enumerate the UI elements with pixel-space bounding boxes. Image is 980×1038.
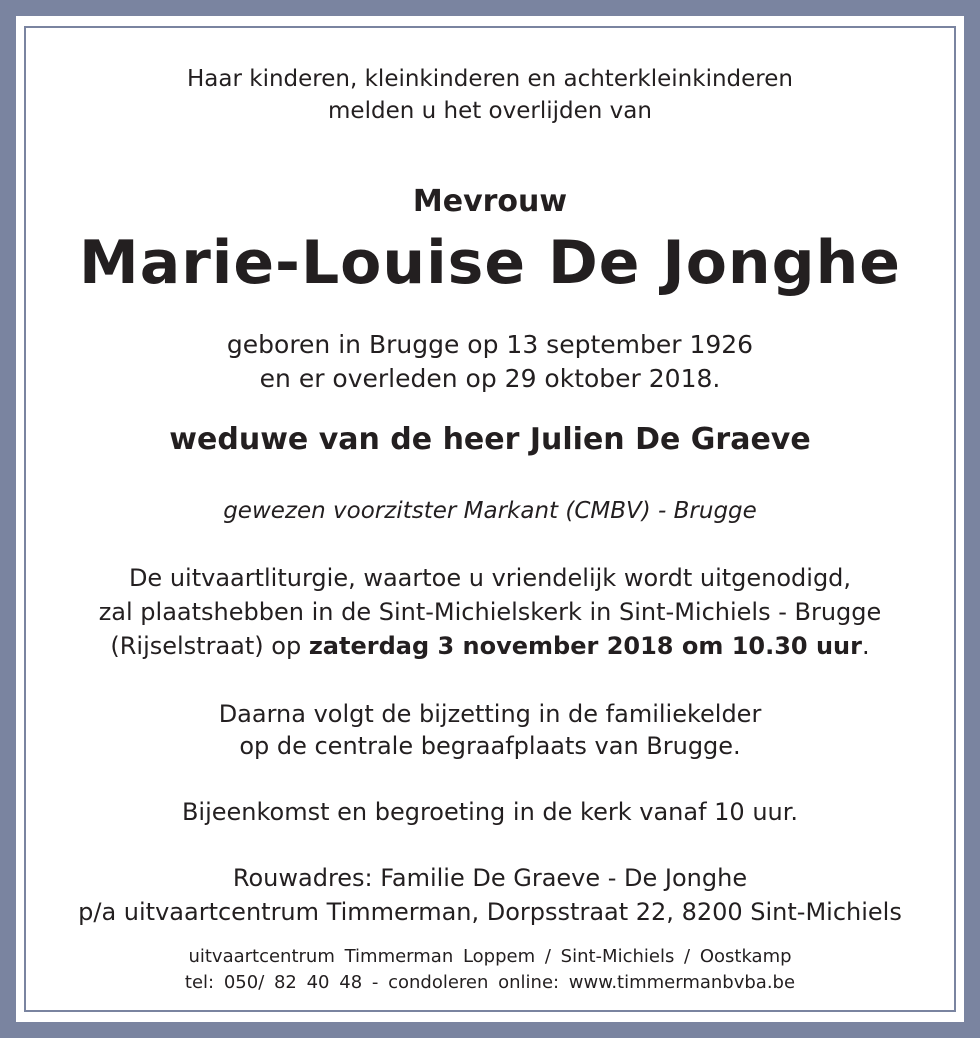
liturgy-line-1: De uitvaartliturgie, waartoe u vriendelijk wordt uitgenodigd, (128, 564, 852, 592)
widow-of: weduwe van de heer Julien De Graeve (169, 422, 811, 457)
address-line-2: p/a uitvaartcentrum Timmerman, Dorpsstraat 22, 8200 Sint-Michiels (78, 898, 902, 926)
liturgy-prefix: (Rijselstraat) op (110, 632, 309, 660)
address-line-1: Rouwadres: Familie De Graeve - De Jonghe (232, 864, 748, 892)
footer-line-1: uitvaartcentrum Timmerman Loppem / Sint-Michiels / Oostkamp (188, 946, 792, 967)
deceased-name: Marie-Louise De Jonghe (79, 228, 901, 298)
deceased-title: Mevrouw (412, 184, 568, 219)
intro-line-2: melden u het overlijden van (328, 98, 652, 124)
footer-line-2: tel: 050/ 82 40 48 - condoleren online: www.timmermanbvba.be (184, 972, 796, 993)
intro-line-1: Haar kinderen, kleinkinderen en achterkleinkinderen (187, 66, 793, 92)
burial-line-1: Daarna volgt de bijzetting in de familiekelder (218, 700, 762, 728)
gathering-line: Bijeenkomst en begroeting in de kerk vanaf 10 uur. (181, 798, 799, 826)
liturgy-line-3 (16, 632, 964, 660)
born-line: geboren in Brugge op 13 september 1926 (226, 330, 754, 359)
liturgy-datetime: zaterdag 3 november 2018 om 10.30 uur (308, 632, 862, 660)
obituary-card (16, 16, 964, 1022)
died-line: en er overleden op 29 oktober 2018. (259, 364, 721, 393)
role-line: gewezen voorzitster Markant (CMBV) - Brugge (223, 498, 757, 524)
liturgy-suffix: . (861, 632, 870, 660)
burial-line-2: op de centrale begraafplaats van Brugge. (239, 732, 741, 760)
liturgy-line-2: zal plaatshebben in de Sint-Michielskerk in Sint-Michiels - Brugge (98, 598, 882, 626)
